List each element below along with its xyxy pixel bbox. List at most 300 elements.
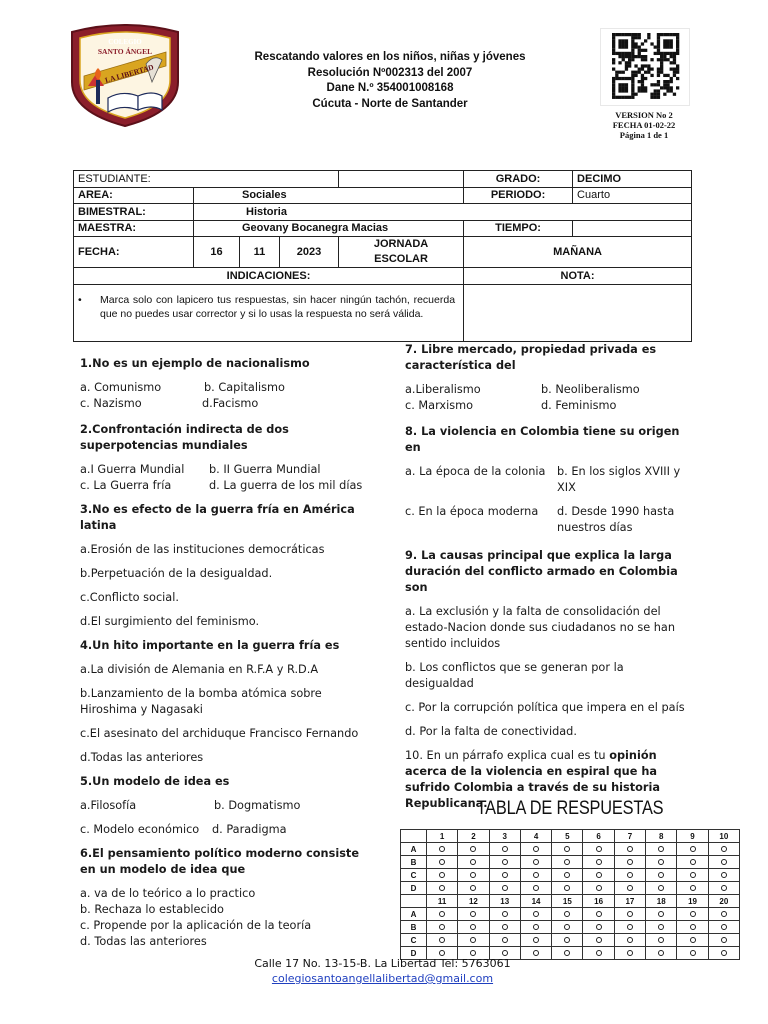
answer-bubble-icon[interactable] (658, 846, 664, 852)
answer-bubble-icon[interactable] (690, 937, 696, 943)
answer-bubble-cell[interactable] (646, 856, 677, 869)
q5-option-a[interactable]: a.Filosofía (80, 799, 137, 812)
logo-arc-mid: SANTO ÁNGEL (97, 47, 153, 56)
question-7-title: 7. Libre mercado, propiedad privada es característica del (405, 343, 657, 372)
q9-option-a[interactable]: a. La exclusión y la falta de consolidación del estado-Nacion donde sus ciudadanos no se han sentido incluidos (405, 605, 675, 650)
tiempo-label: TIEMPO: (464, 220, 573, 237)
answer-bubble-cell[interactable] (614, 869, 645, 882)
answer-question-number: 16 (583, 895, 614, 908)
answer-row (401, 908, 740, 921)
answer-bubble-cell[interactable] (677, 921, 708, 934)
answer-bubble-cell[interactable] (614, 934, 645, 947)
answer-bubble-icon[interactable] (533, 911, 539, 917)
question-1 (80, 356, 370, 412)
answer-bubble-icon[interactable] (470, 950, 476, 956)
q6-option-d[interactable]: d. Todas las anteriores (80, 935, 207, 948)
answer-row-letter: B (401, 921, 427, 934)
estudiante-field[interactable] (339, 171, 464, 188)
indicaciones-cell (74, 284, 464, 341)
indicacion-text: Marca solo con lapicero tus respuestas, sin hacer ningún tachón, recuerda que no puedes usar corrector y si lo usas la respuesta no será válida. (100, 293, 456, 320)
answer-bubble-icon[interactable] (690, 859, 696, 865)
answer-table-title: TABLA DE RESPUESTAS (476, 798, 664, 819)
question-8-title: 8. La violencia en Colombia tiene su origen en (405, 425, 680, 454)
answer-bubble-icon[interactable] (721, 846, 727, 852)
answer-bubble-icon[interactable] (502, 911, 508, 917)
answer-bubble-cell[interactable] (677, 843, 708, 856)
q9-option-b[interactable]: b. Los conflictos que se generan por la desigualdad (405, 661, 624, 690)
answer-bubble-icon[interactable] (439, 937, 445, 943)
q8-option-d[interactable]: d. Desde 1990 hasta nuestros días (557, 505, 675, 534)
answer-bubble-cell[interactable] (583, 882, 614, 895)
nota-label: NOTA: (464, 268, 692, 285)
version-page: Página 1 de 1 (619, 130, 669, 140)
answer-row-letter: D (401, 882, 427, 895)
answer-bubble-icon[interactable] (690, 911, 696, 917)
answer-bubble-icon[interactable] (502, 859, 508, 865)
answer-bubble-icon[interactable] (627, 924, 633, 930)
answer-bubble-icon[interactable] (596, 846, 602, 852)
answer-bubble-icon[interactable] (564, 924, 570, 930)
answer-bubble-icon[interactable] (439, 872, 445, 878)
answer-question-number: 15 (552, 895, 583, 908)
answer-bubble-cell[interactable] (614, 843, 645, 856)
answer-bubble-icon[interactable] (439, 950, 445, 956)
answer-question-number: 1 (427, 830, 458, 843)
answer-bubble-icon[interactable] (502, 950, 508, 956)
answer-bubble-cell[interactable] (708, 947, 739, 960)
answer-bubble-icon[interactable] (564, 872, 570, 878)
answer-question-number: 8 (646, 830, 677, 843)
answer-row (401, 856, 740, 869)
answer-bubble-icon[interactable] (658, 937, 664, 943)
answer-question-number: 4 (520, 830, 551, 843)
footer-address: Calle 17 No. 13-15-B. La Libertad Tel: 5763061 (254, 957, 511, 970)
answer-bubble-cell[interactable] (427, 843, 458, 856)
answer-question-number: 7 (614, 830, 645, 843)
answer-bubble-icon[interactable] (439, 911, 445, 917)
answer-bubble-cell[interactable] (458, 856, 489, 869)
q3-option-d[interactable]: d.El surgimiento del feminismo. (80, 615, 260, 628)
answer-question-number: 14 (520, 895, 551, 908)
answer-bubble-icon[interactable] (690, 950, 696, 956)
answer-bubble-cell[interactable] (583, 856, 614, 869)
answer-bubble-icon[interactable] (564, 937, 570, 943)
area-label: AREA: (74, 187, 194, 204)
answer-bubble-icon[interactable] (533, 924, 539, 930)
answer-bubble-cell[interactable] (552, 921, 583, 934)
answer-bubble-icon[interactable] (533, 885, 539, 891)
answer-bubble-icon[interactable] (721, 885, 727, 891)
school-info (190, 50, 590, 112)
q4-option-a[interactable]: a.La división de Alemania en R.F.A y R.D.A (80, 663, 319, 676)
answer-bubble-cell[interactable] (489, 921, 520, 934)
answer-bubble-icon[interactable] (658, 911, 664, 917)
answer-bubble-icon[interactable] (627, 911, 633, 917)
bimestral-label: BIMESTRAL: (74, 204, 194, 221)
answer-row-letter: A (401, 908, 427, 921)
answer-bubble-icon[interactable] (502, 885, 508, 891)
question-4-title: 4.Un hito importante en la guerra fría es (80, 639, 340, 652)
answer-bubble-cell[interactable] (489, 908, 520, 921)
answer-bubble-icon[interactable] (658, 950, 664, 956)
periodo-value: Cuarto (573, 187, 692, 204)
answer-bubble-cell[interactable] (489, 882, 520, 895)
answer-bubble-cell[interactable] (427, 869, 458, 882)
answer-bubble-cell[interactable] (646, 843, 677, 856)
answer-bubble-icon[interactable] (690, 872, 696, 878)
answer-bubble-cell[interactable] (520, 843, 551, 856)
answer-bubble-icon[interactable] (721, 937, 727, 943)
answer-bubble-icon[interactable] (721, 911, 727, 917)
answer-bubble-icon[interactable] (533, 937, 539, 943)
student-info-table (73, 170, 692, 342)
answer-question-number: 18 (646, 895, 677, 908)
area-value: Sociales (194, 187, 464, 204)
answer-bubble-cell[interactable] (583, 908, 614, 921)
answer-bubble-icon[interactable] (721, 872, 727, 878)
school-motto: Rescatando valores en los niños, niñas y jóvenes (254, 51, 526, 63)
q2-option-c[interactable]: c. La Guerra fría (80, 479, 172, 492)
q2-option-a[interactable]: a.I Guerra Mundial (80, 463, 185, 476)
q5-option-c[interactable]: c. Modelo económico (80, 823, 200, 836)
document-version (596, 110, 692, 140)
answer-corner-cell (401, 895, 427, 908)
question-6-title: 6.El pensamiento político moderno consiste en un modelo de idea que (80, 847, 359, 876)
answer-bubble-icon[interactable] (470, 872, 476, 878)
answer-header-row (401, 830, 740, 843)
answer-row (401, 869, 740, 882)
answer-bubble-icon[interactable] (533, 859, 539, 865)
answer-question-number: 13 (489, 895, 520, 908)
answer-bubble-icon[interactable] (658, 885, 664, 891)
answer-bubble-cell[interactable] (677, 856, 708, 869)
q7-option-c[interactable]: c. Marxismo (405, 399, 474, 412)
answer-bubble-icon[interactable] (658, 859, 664, 865)
school-city: Cúcuta - Norte de Santander (312, 97, 468, 110)
answer-bubble-icon[interactable] (690, 924, 696, 930)
answer-bubble-icon[interactable] (627, 950, 633, 956)
answer-bubble-icon[interactable] (439, 924, 445, 930)
answer-bubble-cell[interactable] (458, 934, 489, 947)
q2-option-d[interactable]: d. La guerra de los mil días (209, 479, 363, 492)
answer-bubble-icon[interactable] (502, 937, 508, 943)
answer-bubble-cell[interactable] (552, 934, 583, 947)
answer-row-letter: C (401, 934, 427, 947)
footer (200, 956, 565, 986)
answer-bubble-cell[interactable] (458, 843, 489, 856)
answer-row (401, 843, 740, 856)
grado-label: GRADO: (464, 171, 573, 188)
q5-option-b[interactable]: b. Dogmatismo (214, 799, 301, 812)
answer-bubble-cell[interactable] (427, 856, 458, 869)
version-number: VERSION No 2 (615, 110, 673, 120)
answer-bubble-cell[interactable] (677, 934, 708, 947)
answer-bubble-cell[interactable] (552, 856, 583, 869)
question-8 (405, 424, 688, 536)
answer-bubble-cell[interactable] (708, 921, 739, 934)
answer-bubble-icon[interactable] (627, 846, 633, 852)
estudiante-label: ESTUDIANTE: (74, 171, 339, 188)
school-logo (66, 24, 184, 128)
answer-bubble-icon[interactable] (439, 859, 445, 865)
answer-bubble-cell[interactable] (583, 843, 614, 856)
q3-option-b[interactable]: b.Perpetuación de la desigualdad. (80, 567, 273, 580)
answer-row-letter: A (401, 843, 427, 856)
answer-bubble-cell[interactable] (677, 947, 708, 960)
answer-bubble-cell[interactable] (677, 869, 708, 882)
logo-arc-top: COLEGIO (108, 38, 142, 46)
answer-bubble-icon[interactable] (596, 911, 602, 917)
answer-bubble-cell[interactable] (677, 882, 708, 895)
answer-bubble-icon[interactable] (658, 924, 664, 930)
answer-question-number: 11 (427, 895, 458, 908)
answer-row-letter: B (401, 856, 427, 869)
answer-bubble-cell[interactable] (583, 934, 614, 947)
question-3 (80, 502, 370, 630)
fecha-day: 16 (194, 237, 240, 268)
answer-question-number: 6 (583, 830, 614, 843)
answer-question-number: 19 (677, 895, 708, 908)
answer-bubble-cell[interactable] (489, 843, 520, 856)
answer-bubble-icon[interactable] (627, 859, 633, 865)
answer-bubble-icon[interactable] (627, 872, 633, 878)
answer-bubble-icon[interactable] (470, 911, 476, 917)
answer-bubble-icon[interactable] (533, 872, 539, 878)
answer-bubble-icon[interactable] (721, 950, 727, 956)
question-5 (80, 774, 370, 838)
answer-bubble-icon[interactable] (596, 937, 602, 943)
maestra-label: MAESTRA: (74, 220, 194, 237)
answer-bubble-cell[interactable] (552, 908, 583, 921)
question-5-title: 5.Un modelo de idea es (80, 775, 230, 788)
question-4 (80, 638, 370, 766)
q6-option-c[interactable]: c. Propende por la aplicación de la teoría (80, 919, 312, 932)
answer-bubble-cell[interactable] (427, 908, 458, 921)
q2-option-b[interactable]: b. II Guerra Mundial (209, 463, 321, 476)
answer-bubble-cell[interactable] (646, 882, 677, 895)
tiempo-field[interactable] (573, 220, 692, 237)
answer-bubble-icon[interactable] (470, 885, 476, 891)
answer-bubble-cell[interactable] (708, 856, 739, 869)
q4-option-b[interactable]: b.Lanzamiento de la bomba atómica sobre Hiroshima y Nagasaki (80, 687, 322, 716)
answer-bubble-icon[interactable] (533, 846, 539, 852)
answer-bubble-cell[interactable] (646, 934, 677, 947)
answer-bubble-cell[interactable] (646, 947, 677, 960)
qr-code (600, 28, 690, 106)
footer-email[interactable]: colegiosantoangellalibertad@gmail.com (271, 972, 494, 985)
question-6 (80, 846, 370, 950)
bimestral-value: Historia (194, 204, 692, 221)
answer-question-number: 3 (489, 830, 520, 843)
question-1-title: 1.No es un ejemplo de nacionalismo (80, 357, 310, 370)
answer-bubble-cell[interactable] (646, 921, 677, 934)
answer-bubble-cell[interactable] (458, 908, 489, 921)
answer-bubble-cell[interactable] (614, 882, 645, 895)
bullet-icon: • (78, 293, 82, 306)
indicaciones-label: INDICACIONES: (74, 268, 464, 285)
answer-question-number: 10 (708, 830, 739, 843)
answer-question-number: 9 (677, 830, 708, 843)
q8-option-c[interactable]: c. En la época moderna (405, 505, 539, 518)
answer-bubble-cell[interactable] (646, 869, 677, 882)
answer-corner-cell (401, 830, 427, 843)
answer-bubble-cell[interactable] (489, 856, 520, 869)
answer-bubble-icon[interactable] (564, 950, 570, 956)
answer-bubble-icon[interactable] (690, 885, 696, 891)
answer-bubble-cell[interactable] (520, 908, 551, 921)
q9-option-d[interactable]: d. Por la falta de conectividad. (405, 725, 577, 738)
answer-bubble-cell[interactable] (583, 869, 614, 882)
answer-row-letter: D (401, 947, 427, 960)
q4-option-d[interactable]: d.Todas las anteriores (80, 751, 204, 764)
fecha-year: 2023 (280, 237, 339, 268)
q6-option-b[interactable]: b. Rechaza lo establecido (80, 903, 224, 916)
q1-option-a[interactable]: a. Comunismo (80, 381, 162, 394)
answer-bubble-icon[interactable] (470, 937, 476, 943)
jornada-label-line1: JORNADA (373, 238, 429, 250)
answer-bubble-cell[interactable] (552, 869, 583, 882)
answer-bubble-cell[interactable] (708, 843, 739, 856)
answer-bubble-icon[interactable] (564, 911, 570, 917)
grado-value: DECIMO (573, 171, 692, 188)
fecha-label: FECHA: (74, 237, 194, 268)
nota-field[interactable] (464, 284, 692, 341)
answer-bubble-cell[interactable] (458, 869, 489, 882)
jornada-label-line2: ESCOLAR (374, 253, 428, 265)
answer-bubble-cell[interactable] (458, 882, 489, 895)
q7-option-b[interactable]: b. Neoliberalismo (541, 383, 640, 396)
q1-option-b[interactable]: b. Capitalismo (204, 381, 285, 394)
answer-row (401, 934, 740, 947)
answer-bubble-cell[interactable] (520, 921, 551, 934)
question-2-title: 2.Confrontación indirecta de dos superpotencias mundiales (80, 423, 289, 452)
answer-bubble-icon[interactable] (470, 846, 476, 852)
answer-bubble-icon[interactable] (502, 872, 508, 878)
question-10-prefix: 10. En un párrafo explica cual es tu (405, 749, 610, 762)
answer-bubble-cell[interactable] (520, 856, 551, 869)
answer-bubble-icon[interactable] (470, 924, 476, 930)
q7-option-d[interactable]: d. Feminismo (541, 399, 617, 412)
answer-bubble-cell[interactable] (614, 947, 645, 960)
question-7 (405, 342, 688, 414)
q7-option-a[interactable]: a.Liberalismo (405, 383, 481, 396)
answer-bubble-icon[interactable] (564, 859, 570, 865)
answer-bubble-icon[interactable] (596, 950, 602, 956)
answer-question-number: 20 (708, 895, 739, 908)
answer-bubble-cell[interactable] (708, 869, 739, 882)
answer-bubble-cell[interactable] (489, 934, 520, 947)
answer-question-number: 12 (458, 895, 489, 908)
school-resolution: Resolución Nº002313 del 2007 (307, 66, 473, 79)
questions-right (405, 342, 688, 820)
q8-option-a[interactable]: a. La época de la colonia (405, 465, 546, 478)
maestra-value: Geovany Bocanegra Macias (194, 220, 464, 237)
questions-left (80, 356, 370, 958)
q6-option-a[interactable]: a. va de lo teórico a lo practico (80, 887, 256, 900)
answer-question-number: 5 (552, 830, 583, 843)
answer-bubble-icon[interactable] (439, 885, 445, 891)
jornada-label (339, 237, 464, 268)
q4-option-c[interactable]: c.El asesinato del archiduque Francisco Fernando (80, 727, 359, 740)
answer-bubble-cell[interactable] (614, 856, 645, 869)
answer-bubble-icon[interactable] (564, 846, 570, 852)
q9-option-c[interactable]: c. Por la corrupción política que impera en el país (405, 701, 685, 714)
periodo-label: PERIODO: (464, 187, 573, 204)
answer-bubble-icon[interactable] (502, 924, 508, 930)
question-3-title: 3.No es efecto de la guerra fría en América latina (80, 503, 355, 532)
question-2 (80, 422, 370, 494)
answer-bubble-cell[interactable] (552, 843, 583, 856)
answer-bubble-cell[interactable] (614, 921, 645, 934)
answer-bubble-cell[interactable] (520, 869, 551, 882)
answer-bubble-cell[interactable] (427, 882, 458, 895)
answer-bubble-icon[interactable] (502, 846, 508, 852)
version-date: FECHA 01-02-22 (612, 120, 676, 130)
answer-bubble-cell[interactable] (708, 934, 739, 947)
q3-option-c[interactable]: c.Conflicto social. (80, 591, 179, 604)
answer-header-row (401, 895, 740, 908)
answer-bubble-cell[interactable] (708, 908, 739, 921)
q1-option-c[interactable]: c. Nazismo (80, 397, 142, 410)
fecha-month: 11 (240, 237, 280, 268)
answer-bubble-cell[interactable] (552, 882, 583, 895)
logo-banner: LA LIBERTAD (103, 62, 155, 85)
q3-option-a[interactable]: a.Erosión de las instituciones democráticas (80, 543, 325, 556)
answer-bubble-icon[interactable] (470, 859, 476, 865)
answer-bubble-cell[interactable] (427, 921, 458, 934)
answer-bubble-cell[interactable] (520, 934, 551, 947)
answer-question-number: 2 (458, 830, 489, 843)
answer-row (401, 882, 740, 895)
question-9 (405, 548, 688, 740)
answer-bubble-cell[interactable] (520, 882, 551, 895)
q8-option-b[interactable]: b. En los siglos XVIII y XIX (557, 465, 681, 494)
question-9-title: 9. La causas principal que explica la larga duración del conflicto armado en Colombia son (405, 549, 678, 594)
answer-row (401, 921, 740, 934)
answer-bubble-cell[interactable] (614, 908, 645, 921)
answer-bubble-cell[interactable] (583, 947, 614, 960)
answer-bubble-icon[interactable] (439, 846, 445, 852)
school-dane: Dane N.º 354001008168 (326, 82, 454, 94)
answer-question-number: 17 (614, 895, 645, 908)
answer-bubble-icon[interactable] (658, 872, 664, 878)
answer-bubble-icon[interactable] (721, 924, 727, 930)
q5-option-d[interactable]: d. Paradigma (212, 823, 287, 836)
answer-bubble-cell[interactable] (458, 921, 489, 934)
answer-bubble-icon[interactable] (690, 846, 696, 852)
answer-table (400, 829, 740, 960)
answer-bubble-cell[interactable] (489, 869, 520, 882)
answer-bubble-icon[interactable] (721, 859, 727, 865)
answer-row-letter: C (401, 869, 427, 882)
answer-bubble-cell[interactable] (708, 882, 739, 895)
answer-bubble-icon[interactable] (533, 950, 539, 956)
answer-bubble-icon[interactable] (596, 885, 602, 891)
answer-bubble-icon[interactable] (627, 937, 633, 943)
answer-bubble-icon[interactable] (627, 885, 633, 891)
jornada-value: MAÑANA (464, 237, 692, 268)
answer-bubble-cell[interactable] (646, 908, 677, 921)
answer-bubble-icon[interactable] (564, 885, 570, 891)
question-10-title: opinión acerca de la violencia en espiral que ha sufrido Colombia a través de su historia Republicana. (405, 749, 660, 810)
answer-bubble-cell[interactable] (427, 934, 458, 947)
answer-bubble-icon[interactable] (596, 924, 602, 930)
answer-bubble-cell[interactable] (583, 921, 614, 934)
q1-option-d[interactable]: d.Facismo (202, 397, 259, 410)
answer-bubble-icon[interactable] (596, 859, 602, 865)
answer-bubble-icon[interactable] (596, 872, 602, 878)
answer-bubble-cell[interactable] (677, 908, 708, 921)
